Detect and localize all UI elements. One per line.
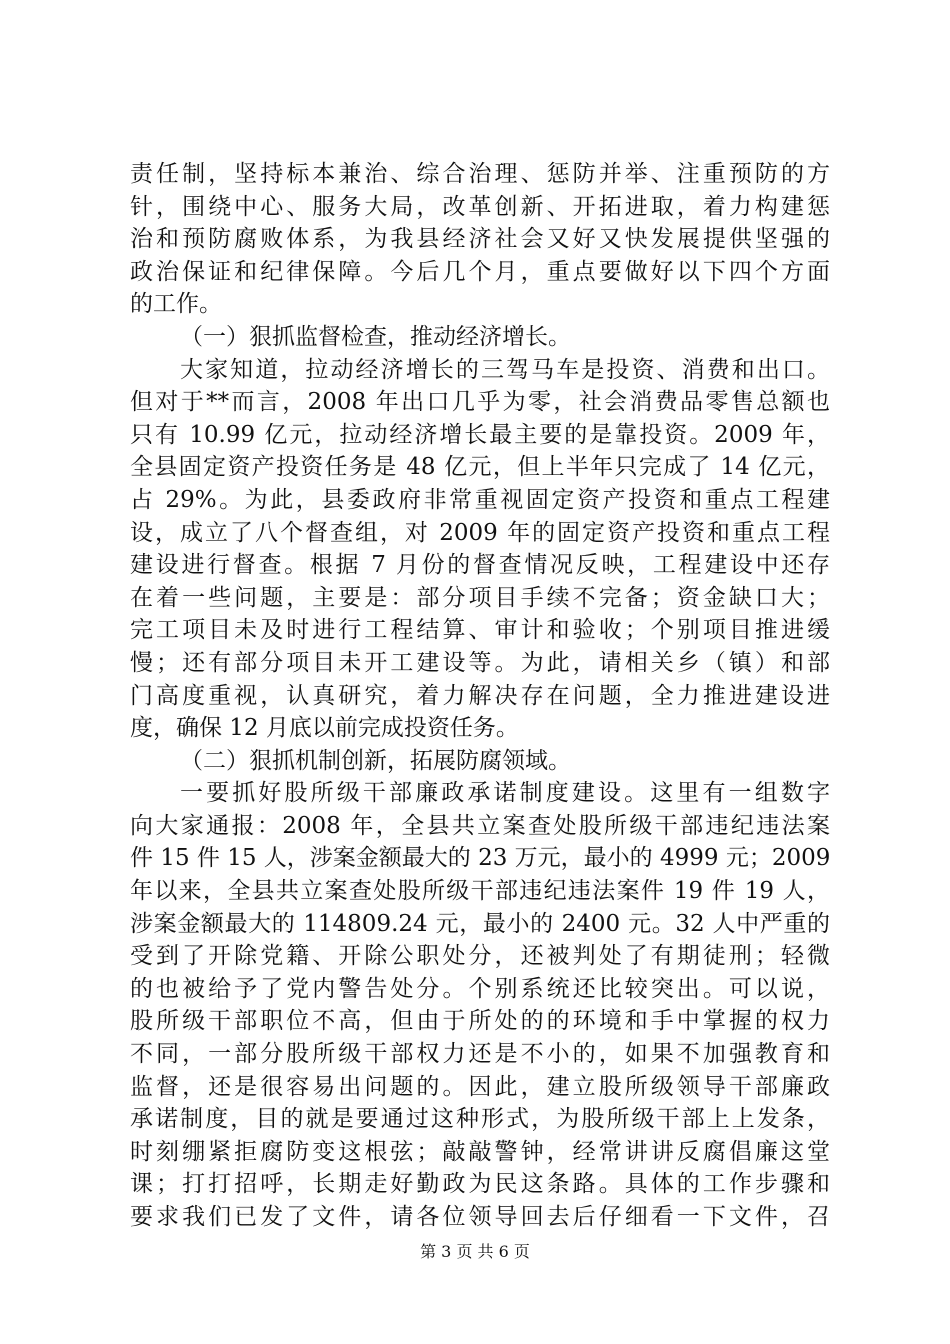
text-line: 责任制，坚持标本兼治、综合治理、惩防并举、注重预防的方 <box>130 161 830 187</box>
text-line: 受到了开除党籍、开除公职处分，还被判处了有期徒刑；轻微 <box>130 943 830 970</box>
text-line: 全县固定资产投资任务是 48 亿元，但上半年只完成了 14 亿元， <box>130 454 830 481</box>
text-line: 时刻绷紧拒腐防变这根弦；敲敲警钟，经常讲讲反腐倡廉这堂 <box>130 1138 830 1165</box>
text-line: 大家知道，拉动经济增长的三驾马车是投资、消费和出口。 <box>180 356 830 383</box>
text-line: 监督，还是很容易出问题的。因此，建立股所级领导干部廉政 <box>130 1073 830 1100</box>
text-line: 只有 10.99 亿元，拉动经济增长最主要的是靠投资。2009 年， <box>130 421 830 448</box>
text-line: 在着一些问题，主要是：部分项目手续不完备；资金缺口大； <box>130 584 830 611</box>
text-line: 完工项目未及时进行工程结算、审计和验收；个别项目推进缓 <box>130 617 830 644</box>
text-line: 课；打打招呼，长期走好勤政为民这条路。具体的工作步骤和 <box>130 1171 830 1198</box>
text-line: 度，确保 12 月底以前完成投资任务。 <box>130 715 519 742</box>
text-line: 年以来，全县共立案查处股所级干部违纪违法案件 19 件 19 人， <box>130 878 830 905</box>
text-line: 但对于**而言，2008 年出口几乎为零，社会消费品零售总额也 <box>130 389 830 416</box>
text-line: 涉案金额最大的 114809.24 元，最小的 2400 元。32 人中严重的 <box>130 910 830 937</box>
text-line: 占 29%。为此，县委政府非常重视固定资产投资和重点工程建 <box>130 486 830 513</box>
page-footer: 第 3 页 共 6 页 <box>420 1242 530 1261</box>
text-line: 政治保证和纪律保障。今后几个月，重点要做好以下四个方面 <box>130 258 830 285</box>
text-line: 件 15 件 15 人，涉案金额最大的 23 万元，最小的 4999 元；2009 <box>130 845 831 872</box>
text-line: （一）狠抓监督检查，推动经济增长。 <box>180 323 571 350</box>
text-line: 承诺制度，目的就是要通过这种形式，为股所级干部上上发条， <box>130 1106 830 1133</box>
text-line: 治和预防腐败体系，为我县经济社会又好又快发展提供坚强的 <box>130 226 830 253</box>
text-line: 的也被给予了党内警告处分。个别系统还比较突出。可以说， <box>130 975 830 1002</box>
text-line: 针，围绕中心、服务大局，改革创新、开拓进取，着力构建惩 <box>130 193 830 220</box>
text-line: 要求我们已发了文件，请各位领导回去后仔细看一下文件，召 <box>130 1204 830 1230</box>
text-line: 不同，一部分股所级干部权力还是不小的，如果不加强教育和 <box>130 1041 830 1068</box>
text-line: （二）狠抓机制创新，拓展防腐领域。 <box>180 747 571 774</box>
text-line: 向大家通报：2008 年，全县共立案查处股所级干部违纪违法案 <box>130 812 830 839</box>
text-line: 设，成立了八个督查组，对 2009 年的固定资产投资和重点工程 <box>130 519 830 546</box>
text-line: 建设进行督查。根据 7 月份的督查情况反映，工程建设中还存 <box>130 552 830 579</box>
text-line: 一要抓好股所级干部廉政承诺制度建设。这里有一组数字 <box>180 780 830 807</box>
document-body <box>130 158 830 1234</box>
text-line: 门高度重视，认真研究，着力解决存在问题，全力推进建设进 <box>130 682 830 709</box>
text-line: 股所级干部职位不高，但由于所处的的环境和手中掌握的权力 <box>130 1008 830 1035</box>
text-line: 的工作。 <box>130 291 222 318</box>
text-line: 慢；还有部分项目未开工建设等。为此，请相关乡（镇）和部 <box>130 649 830 676</box>
